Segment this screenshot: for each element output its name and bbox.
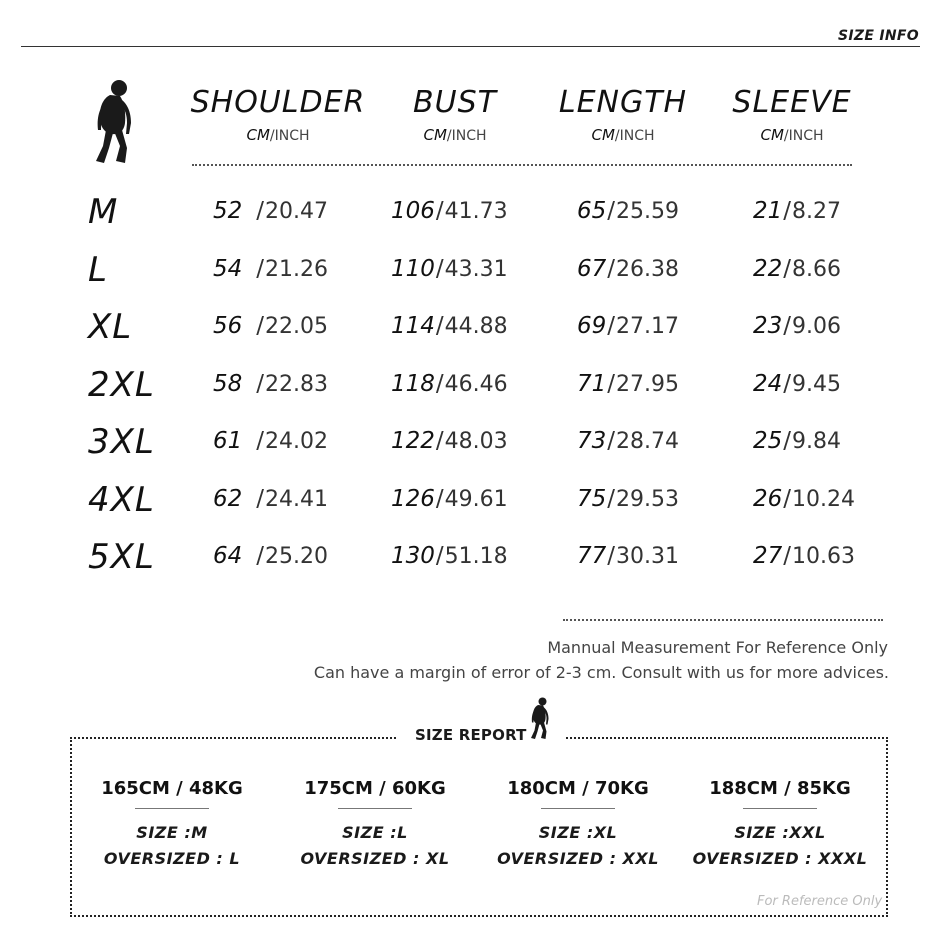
report-size: SIZE :XXL	[734, 823, 826, 842]
reference-only-footnote: For Reference Only	[757, 894, 883, 909]
inch-value: 41.73	[444, 199, 508, 224]
measurement-cell	[577, 371, 679, 397]
unit-inch: INCH	[274, 128, 310, 144]
measurement-cell	[213, 198, 328, 224]
measurement-cell	[577, 543, 679, 569]
unit-separator: /	[269, 128, 275, 144]
value-separator: /	[256, 313, 265, 339]
value-separator: /	[783, 370, 792, 397]
value-separator: /	[435, 313, 444, 339]
size-report-title: SIZE REPORT	[415, 726, 527, 744]
cm-value: 54	[213, 255, 243, 282]
inch-value: 9.45	[792, 371, 842, 397]
inch-value: 27.95	[616, 371, 680, 397]
measurement-cell	[391, 313, 508, 339]
inch-value: 49.61	[444, 486, 508, 512]
value-separator: /	[607, 543, 616, 569]
cm-value: 77	[577, 543, 607, 569]
value-separator: /	[783, 543, 792, 569]
cm-value: 62	[213, 485, 243, 512]
size-label: 5XL	[88, 537, 155, 577]
unit-cm: CM	[591, 126, 615, 144]
column-unit	[360, 126, 550, 144]
size-label: XL	[88, 307, 133, 347]
measurement-cell	[391, 428, 508, 454]
value-separator: /	[783, 485, 792, 512]
measurement-note: Mannual Measurement For Reference Only	[547, 638, 888, 657]
size-info-title: SIZE INFO	[838, 28, 919, 44]
report-body-measurements: 188CM / 85KG	[709, 778, 851, 799]
cm-value: 23	[753, 313, 783, 339]
header-dotted-divider	[192, 164, 852, 166]
inch-value: 8.27	[792, 199, 842, 224]
cm-value: 106	[391, 198, 435, 224]
value-separator: /	[256, 543, 265, 569]
inch-value: 29.53	[616, 486, 680, 512]
inch-value: 20.47	[265, 199, 329, 224]
size-label: 4XL	[88, 479, 155, 520]
report-entry	[72, 778, 272, 872]
cm-value: 73	[577, 428, 607, 454]
inch-value: 10.63	[792, 544, 856, 569]
cm-value: 56	[213, 313, 243, 339]
cm-value: 118	[391, 370, 435, 397]
column-name: LENGTH	[558, 85, 688, 120]
measurement-cell	[391, 543, 508, 569]
value-separator: /	[435, 428, 444, 454]
report-body-measurements: 175CM / 60KG	[304, 778, 446, 799]
cm-value: 21	[753, 198, 783, 224]
unit-cm: CM	[423, 126, 447, 144]
inch-value: 25.20	[265, 544, 329, 569]
margin-of-error-note: Can have a margin of error of 2-3 cm. Consult with us for more advices.	[313, 663, 889, 682]
cm-value: 114	[391, 313, 435, 339]
report-body-measurements: 165CM / 48KG	[101, 778, 243, 799]
cm-value: 27	[753, 543, 783, 569]
value-separator: /	[783, 428, 792, 454]
walking-ape-icon	[92, 78, 140, 164]
measurement-cell	[577, 486, 679, 512]
column-header-shoulder	[183, 85, 373, 144]
measurement-cell	[213, 428, 328, 454]
inch-value: 9.06	[792, 314, 842, 339]
size-label: M	[88, 192, 119, 232]
walking-ape-small-icon	[529, 694, 553, 742]
cm-value: 22	[753, 255, 783, 282]
inch-value: 22.83	[265, 371, 329, 397]
cm-value: 122	[391, 428, 435, 454]
unit-inch: INCH	[451, 128, 487, 144]
measurement-cell	[391, 486, 508, 512]
report-entry	[680, 778, 880, 872]
cm-value: 25	[753, 428, 783, 454]
measurement-cell	[753, 371, 841, 397]
value-separator: /	[783, 255, 792, 282]
report-divider	[541, 808, 615, 809]
cm-value: 71	[577, 370, 607, 397]
report-divider	[135, 808, 209, 809]
measurement-cell	[213, 371, 328, 397]
measurement-cell	[753, 313, 841, 339]
value-separator: /	[607, 428, 616, 454]
header-divider	[21, 46, 920, 47]
column-unit	[528, 126, 718, 144]
value-separator: /	[435, 255, 444, 282]
inch-value: 46.46	[444, 371, 508, 397]
value-separator: /	[607, 313, 616, 339]
value-separator: /	[256, 485, 265, 512]
cm-value: 67	[577, 255, 607, 282]
column-header-length	[528, 85, 718, 144]
column-unit	[697, 126, 887, 144]
inch-value: 44.88	[444, 314, 508, 339]
report-body-measurements: 180CM / 70KG	[507, 778, 649, 799]
column-name: BUST	[413, 85, 497, 120]
value-separator: /	[607, 370, 616, 397]
cm-value: 130	[391, 543, 435, 569]
cm-value: 65	[577, 198, 607, 224]
cm-value: 126	[391, 485, 435, 512]
measurement-cell	[753, 486, 855, 512]
measurement-cell	[753, 256, 841, 282]
value-separator: /	[607, 198, 616, 224]
value-separator: /	[783, 313, 792, 339]
report-entry	[478, 778, 678, 872]
measurement-cell	[213, 256, 328, 282]
note-dotted-divider	[563, 619, 883, 621]
value-separator: /	[435, 485, 444, 512]
measurement-cell	[753, 543, 855, 569]
unit-separator: /	[614, 128, 620, 144]
report-oversized: OVERSIZED : XL	[300, 849, 450, 868]
value-separator: /	[256, 428, 265, 454]
measurement-cell	[213, 543, 328, 569]
column-name: SHOULDER	[190, 85, 366, 120]
inch-value: 25.59	[616, 199, 680, 224]
cm-value: 26	[753, 485, 783, 512]
inch-value: 27.17	[616, 314, 680, 339]
value-separator: /	[783, 198, 792, 224]
size-label: L	[88, 249, 108, 290]
inch-value: 43.31	[444, 256, 508, 282]
unit-cm: CM	[246, 126, 270, 144]
measurement-cell	[391, 198, 508, 224]
measurement-cell	[213, 486, 328, 512]
cm-value: 64	[213, 543, 243, 569]
column-header-bust	[360, 85, 550, 144]
size-label: 2XL	[88, 364, 155, 405]
inch-value: 30.31	[616, 544, 680, 569]
value-separator: /	[435, 543, 444, 569]
unit-cm: CM	[760, 126, 784, 144]
size-label: 3XL	[88, 422, 155, 462]
cm-value: 75	[577, 485, 607, 512]
cm-value: 69	[577, 313, 607, 339]
cm-value: 24	[753, 370, 783, 397]
inch-value: 10.24	[792, 486, 856, 512]
value-separator: /	[256, 255, 265, 282]
unit-inch: INCH	[788, 128, 824, 144]
measurement-cell	[391, 256, 508, 282]
value-separator: /	[607, 255, 616, 282]
measurement-cell	[577, 313, 679, 339]
report-entry	[275, 778, 475, 872]
report-size: SIZE :XL	[538, 823, 618, 842]
column-header-sleeve	[697, 85, 887, 144]
report-size: SIZE :L	[342, 823, 408, 842]
cm-value: 58	[213, 370, 243, 397]
measurement-cell	[753, 198, 841, 224]
report-oversized: OVERSIZED : XXXL	[692, 849, 868, 868]
report-divider	[338, 808, 412, 809]
value-separator: /	[256, 370, 265, 397]
measurement-cell	[391, 371, 508, 397]
value-separator: /	[607, 485, 616, 512]
value-separator: /	[435, 370, 444, 397]
cm-value: 110	[391, 255, 435, 282]
column-name: SLEEVE	[732, 85, 852, 120]
report-oversized: OVERSIZED : L	[103, 849, 241, 868]
unit-separator: /	[783, 128, 789, 144]
column-unit	[183, 126, 373, 144]
inch-value: 22.05	[265, 314, 329, 339]
inch-value: 24.41	[265, 486, 329, 512]
value-separator: /	[256, 198, 265, 224]
measurement-cell	[577, 428, 679, 454]
unit-inch: INCH	[619, 128, 655, 144]
report-size: SIZE :M	[136, 823, 208, 842]
report-divider	[743, 808, 817, 809]
inch-value: 28.74	[616, 429, 680, 454]
inch-value: 8.66	[792, 256, 842, 282]
measurement-cell	[577, 198, 679, 224]
measurement-cell	[753, 428, 841, 454]
inch-value: 26.38	[616, 256, 680, 282]
measurement-cell	[213, 313, 328, 339]
cm-value: 61	[213, 428, 243, 454]
unit-separator: /	[446, 128, 452, 144]
cm-value: 52	[213, 198, 243, 224]
inch-value: 48.03	[444, 429, 508, 454]
measurement-cell	[577, 256, 679, 282]
inch-value: 51.18	[444, 544, 508, 569]
report-oversized: OVERSIZED : XXL	[497, 849, 659, 868]
inch-value: 21.26	[265, 256, 329, 282]
inch-value: 24.02	[265, 429, 329, 454]
inch-value: 9.84	[792, 429, 842, 454]
value-separator: /	[435, 198, 444, 224]
